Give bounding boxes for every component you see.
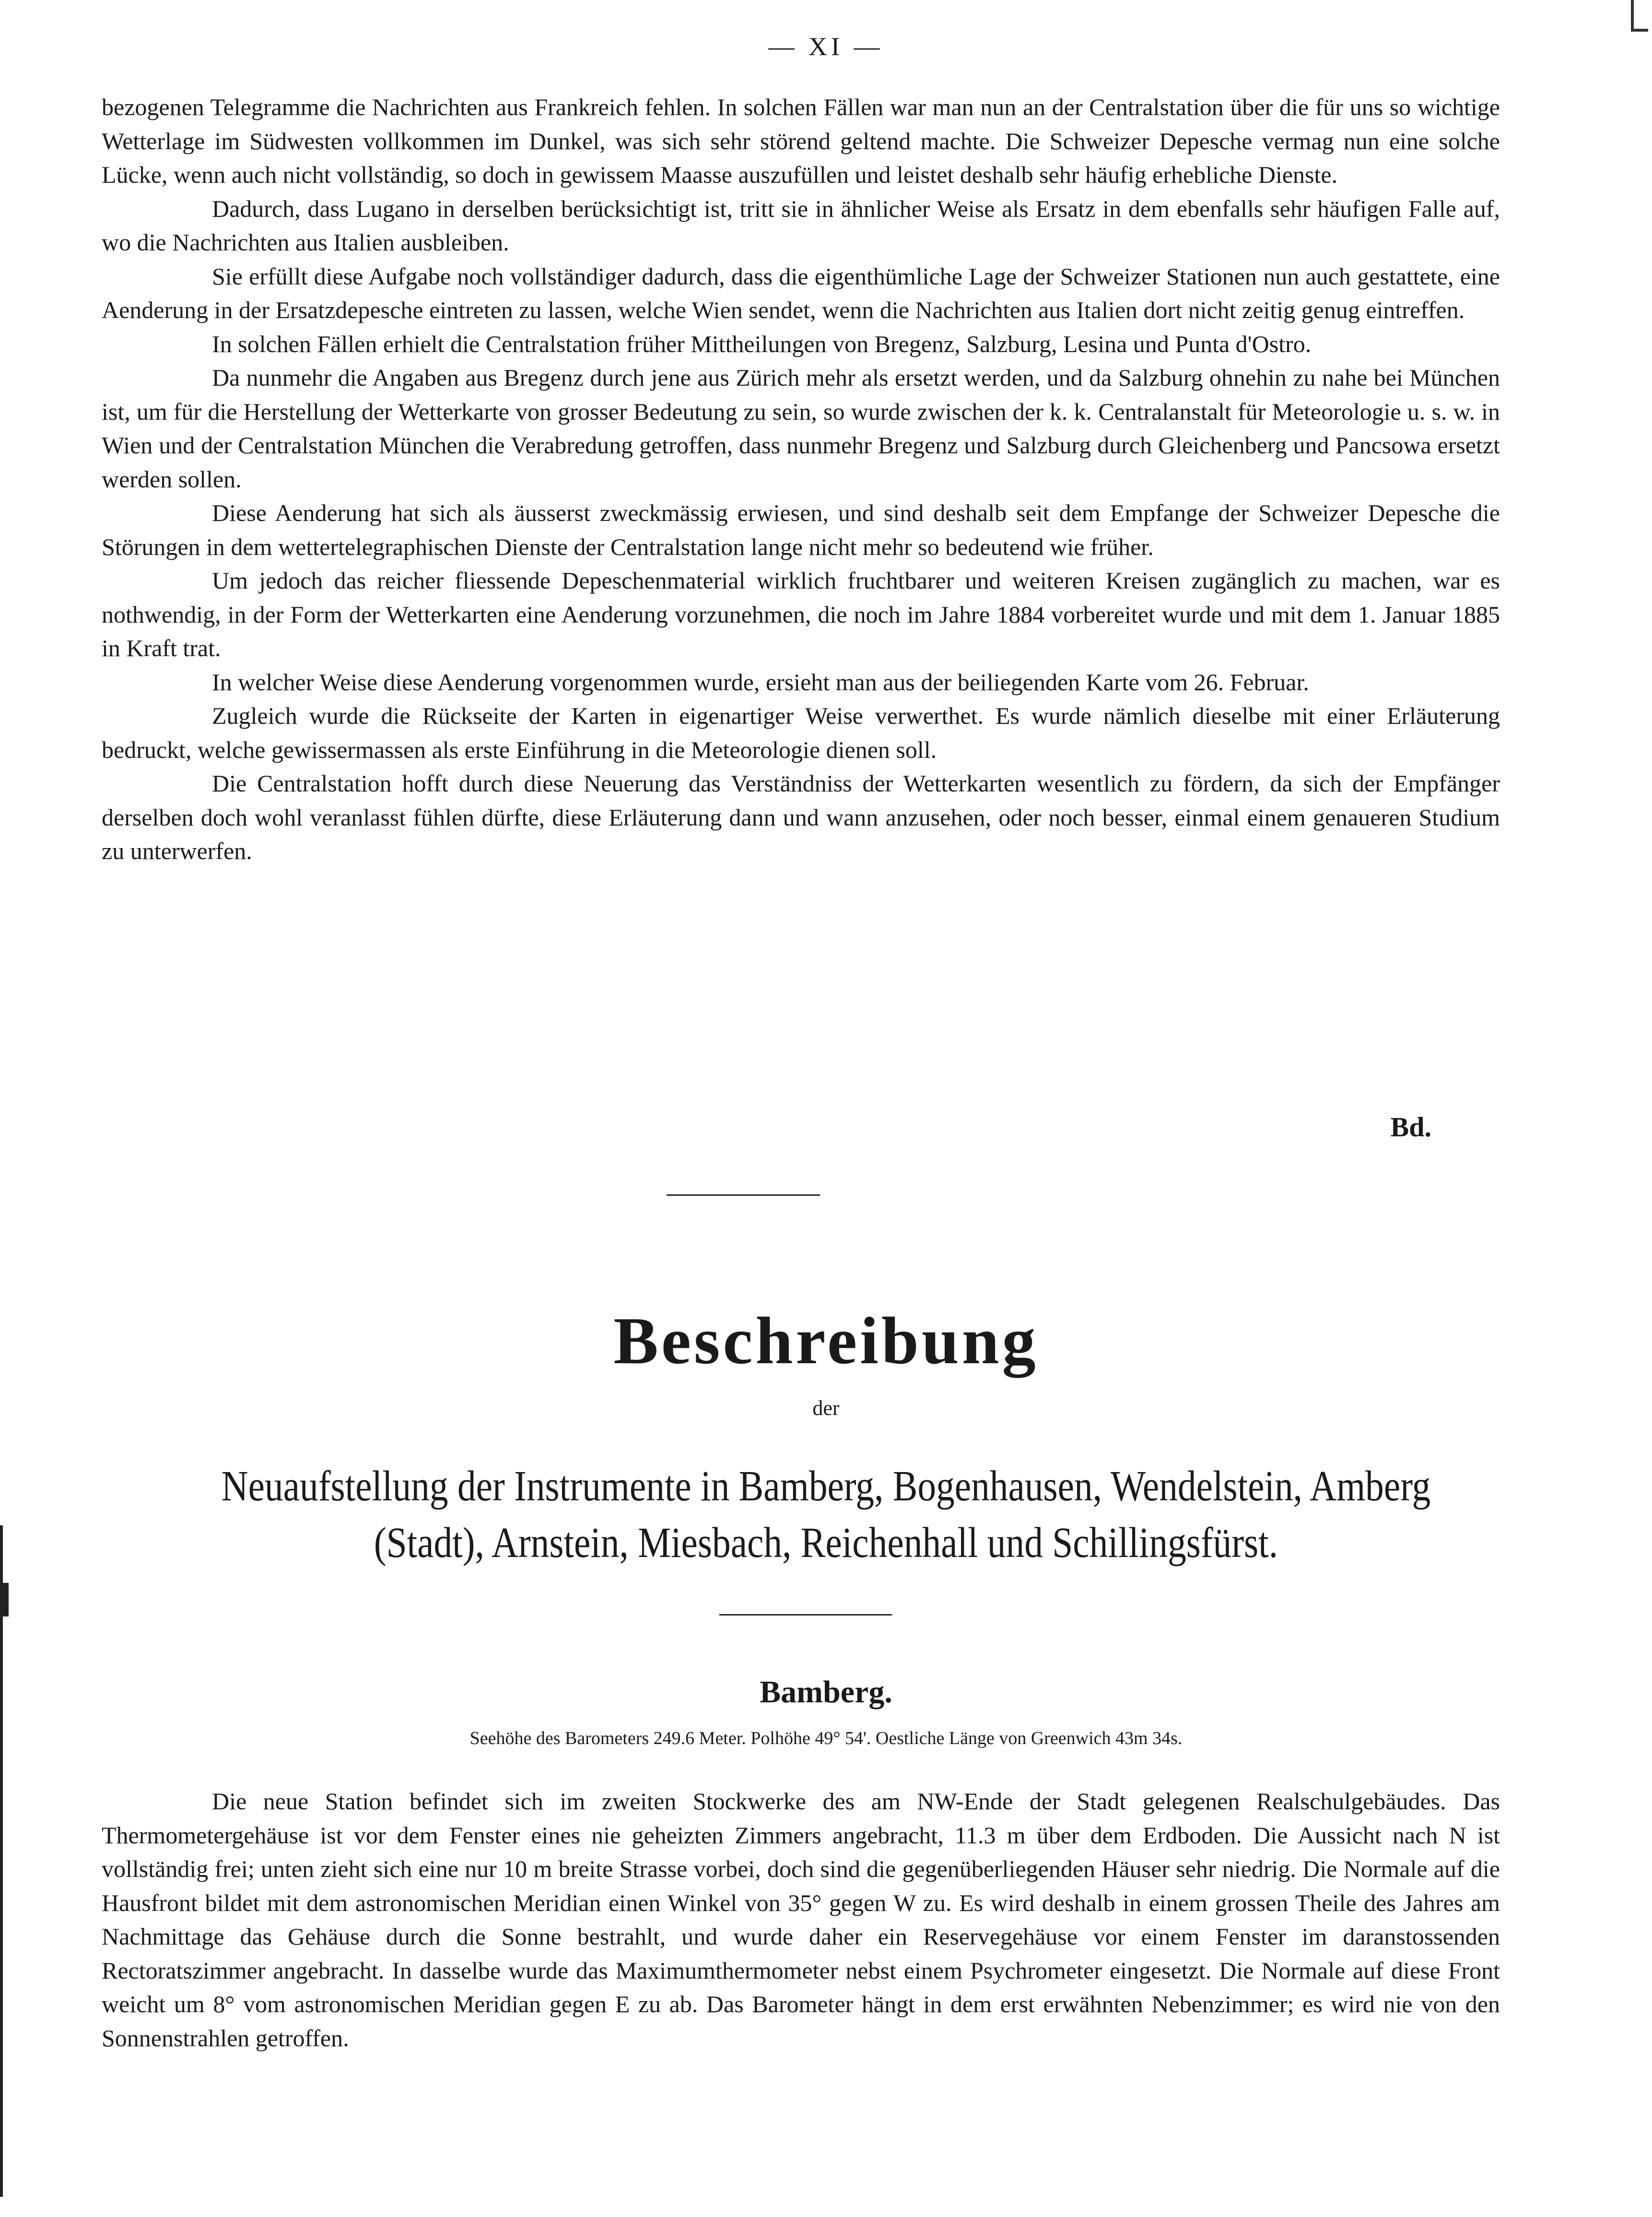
paragraph-2: Dadurch, dass Lugano in derselben berücksichtigt ist, tritt sie in ähnlicher Weise als Ersatz in dem ebenfalls sehr häufigen Falle auf, wo die Nachrichten aus Italien ausbleiben.	[102, 195, 1500, 256]
paragraph-10: Die Centralstation hofft durch diese Neuerung das Verständniss der Wetterkarten wesentlich zu fördern, da sich der Empfänger derselben doch wohl veranlasst fühlen dürfte, diese Erläuterung dann und wann anzusehen, oder noch besser, einmal einem genaueren Studium zu unterwerfen.	[102, 770, 1500, 864]
section-paragraph: Die neue Station befindet sich im zweiten Stockwerke des am NW-Ende der Stadt gelegenen Realschulgebäudes. Das Thermometergehäuse ist vor dem Fenster eines nie geheizten Zimmers angebracht, 11.3 m über dem Erdboden. Die Aussicht nach N ist vollständig frei; unten zieht sich eine nur 10 m breite Strasse vorbei, doch sind die gegenüberliegenden Häuser sehr niedrig. Die Normale auf die Hausfront bildet mit dem astronomischen Meridian einen Winkel von 35° gegen W zu. Es wird deshalb in einem grossen Theile des Jahres am Nachmittage das Gehäuse durch die Sonne bestrahlt, und wurde daher ein Reservegehäuse vor einem Fenster im daranstossenden Rectoratszimmer angebracht. In dasselbe wurde das Maximumthermometer nebst einem Psychrometer eingesetzt. Die Normale auf diese Front weicht um 8° vom astronomischen Meridian gegen E zu ab. Das Barometer hängt in dem erst erwähnten Nebenzimmer; es wird nie von den Sonnenstrahlen getroffen.	[102, 1788, 1500, 2052]
paragraph-8: In welcher Weise diese Aenderung vorgenommen wurde, ersieht man aus der beiliegenden Karte vom 26. Februar.	[212, 668, 1309, 696]
title-connector: der	[812, 1396, 840, 1420]
scan-corner-mark	[1631, 0, 1648, 32]
paragraph-1: bezogenen Telegramme die Nachrichten aus Frankreich fehlen. In solchen Fällen war man nun an der Centralstation über die für uns so wichtige Wetterlage im Südwesten vollkommen im Dunkel, was sich sehr störend geltend machte. Die Schweizer Depesche vermag nun eine solche Lücke, wenn auch nicht vollständig, so doch in gewissem Maasse auszufüllen und leistet deshalb sehr häufig erhebliche Dienste.	[102, 94, 1500, 188]
paragraph-9: Zugleich wurde die Rückseite der Karten in eigenartiger Weise verwerthet. Es wurde nämlich dieselbe mit einer Erläuterung bedruckt, welche gewissermassen als erste Einführung in die Meteorologie dienen soll.	[102, 702, 1500, 763]
scan-left-mark	[0, 1583, 9, 1616]
subtitle-line-2: (Stadt), Arnstein, Miesbach, Reichenhall und Schillingsfürst.	[374, 1519, 1278, 1567]
paragraph-5: Da nunmehr die Angaben aus Bregenz durch jene aus Zürich mehr als ersetzt werden, und da Salzburg ohnehin zu nahe bei München ist, um für die Herstellung der Wetterkarte von grosser Bedeutung zu sein, so wurde zwischen der k. k. Centralanstalt für Meteorologie u. s. w. in Wien und der Centralstation München die Verabredung getroffen, dass nunmehr Bregenz und Salzburg durch Gleichenberg und Pancsowa ersetzt werden sollen.	[102, 364, 1500, 493]
station-info: Seehöhe des Barometers 249.6 Meter. Polhöhe 49° 54'. Oestliche Länge von Greenwich 43m 34s.	[469, 1728, 1183, 1748]
paragraph-6: Diese Aenderung hat sich als äusserst zweckmässig erwiesen, und sind deshalb seit dem Empfange der Schweizer Depesche die Störungen in dem wettertelegraphischen Dienste der Centralstation lange nicht mehr so bedeutend wie früher.	[102, 499, 1500, 560]
subtitle-line-1: Neuaufstellung der Instrumente in Bamberg, Bogenhausen, Wendelstein, Amberg	[221, 1462, 1431, 1510]
scan-left-border	[0, 1525, 3, 2197]
document-title: Beschreibung	[613, 1304, 1039, 1378]
paragraph-7: Um jedoch das reicher fliessende Depeschenmaterial wirklich fruchtbarer und weiteren Kreisen zugänglich zu machen, war es nothwendig, in der Form der Wetterkarten eine Aenderung vorzunehmen, die noch im Jahre 1884 vorbereitet wurde und mit dem 1. Januar 1885 in Kraft trat.	[102, 567, 1500, 661]
section-body-text	[102, 1784, 1500, 2055]
paragraph-3: Sie erfüllt diese Aufgabe noch vollständiger dadurch, dass die eigenthümliche Lage der Schweizer Stationen nun auch gestattete, eine Aenderung in der Ersatzdepesche eintreten zu lassen, welche Wien sendet, wenn die Nachrichten aus Italien dort nicht zeitig genug eintreffen.	[102, 262, 1500, 323]
paragraph-4: In solchen Fällen erhielt die Centralstation früher Mittheilungen von Bregenz, Salzburg, Lesina und Punta d'Ostro.	[212, 330, 1312, 357]
section-heading: Bamberg.	[760, 1675, 892, 1710]
author-signature: Bd.	[1390, 1111, 1431, 1143]
subtitle-divider-rule	[719, 1614, 892, 1616]
page-number: — XI —	[768, 32, 884, 61]
document-subtitle	[198, 1458, 1454, 1571]
top-body-text	[102, 90, 1500, 868]
section-divider-rule	[667, 1194, 820, 1196]
